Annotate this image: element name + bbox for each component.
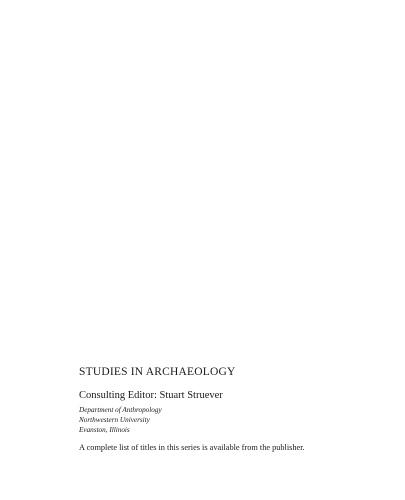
affiliation-university: Northwestern University — [79, 416, 150, 424]
affiliation-location: Evanston, Illinois — [79, 426, 130, 434]
affiliation-department: Department of Anthropology — [79, 406, 162, 414]
series-title: STUDIES IN ARCHAEOLOGY — [79, 366, 236, 378]
editor-affiliation — [79, 405, 162, 435]
consulting-editor-line: Consulting Editor: Stuart Struever — [79, 390, 223, 401]
titles-availability-note: A complete list of titles in this series is available from the publisher. — [79, 443, 305, 452]
